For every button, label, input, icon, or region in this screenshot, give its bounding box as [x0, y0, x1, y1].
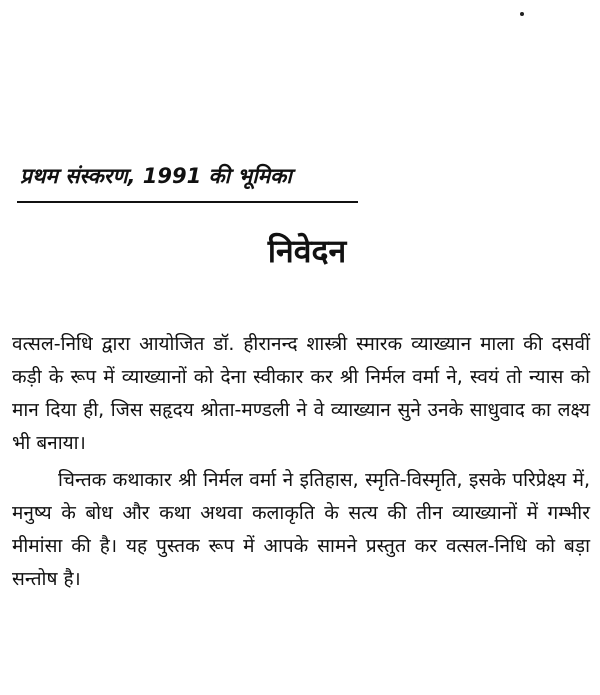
- section-title: प्रथम संस्करण, 1991 की भूमिका: [20, 164, 292, 188]
- paragraph-1: वत्सल-निधि द्वारा आयोजित डॉ. हीरानन्द शास्त्री स्मारक व्याख्यान माला की दसवीं कड़ी के रूप में व्याख्यानों को देना स्वीकार कर श्री निर्मल वर्मा ने, स्वयं तो न्यास को मान दिया ही, जिस सहृदय श्रोता-मण्डली ने वे व्याख्यान सुने उनके साधुवाद का लक्ष्य भी बनाया।: [12, 333, 590, 454]
- title-underline: [17, 201, 358, 203]
- page-heading: निवेदन: [267, 232, 347, 270]
- paragraph-2: चिन्तक कथाकार श्री निर्मल वर्मा ने इतिहास, स्मृति-विस्मृति, इसके परिप्रेक्ष्य में, मनुष्य के बोध और कथा अथवा कलाकृति के सत्य की तीन व्याख्यानों में गम्भीर मीमांसा की है। यह पुस्तक रूप में आपके सामने प्रस्तुत कर वत्सल-निधि को बड़ा सन्तोष है।: [12, 469, 590, 590]
- body-text: [12, 328, 590, 596]
- page-dot-mark: [520, 12, 524, 16]
